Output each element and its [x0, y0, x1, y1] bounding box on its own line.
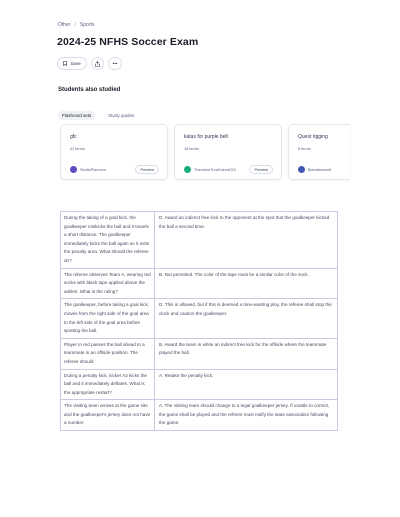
related-sets-carousel — [60, 124, 350, 180]
breadcrumb — [58, 22, 94, 28]
answer-cell: B. Not permitted. The color of the tape must be a similar color of the sock. — [155, 268, 338, 299]
set-author — [298, 166, 331, 173]
page-title: 2024-25 NFHS Soccer Exam — [57, 36, 199, 48]
more-options-icon: ••• — [112, 61, 118, 66]
author-name: StudioPlanners — [80, 167, 106, 172]
answer-cell: A. Retake the penalty kick. — [155, 369, 338, 400]
answer-cell: A. The visiting team should change to a legal goalkeeper jersey. If unable to correct, the game shall be played and the referee must notify the state association following the game. — [155, 400, 338, 431]
set-card[interactable] — [60, 124, 168, 180]
share-icon — [95, 61, 100, 67]
answer-cell: D. Award an indirect free kick to the opponent at the spot that the goalkeeper kicked the ball a second time. — [155, 212, 338, 269]
study-tabs — [58, 111, 138, 120]
question-cell: Player in red passes the ball ahead to a teammate in an offside position. The referee should — [61, 338, 155, 369]
save-button[interactable] — [57, 57, 87, 70]
set-title: gfc — [70, 134, 77, 140]
avatar — [184, 166, 191, 173]
table-row — [61, 369, 338, 400]
set-author — [70, 166, 106, 173]
breadcrumb-item-sports[interactable]: Sports — [79, 22, 95, 28]
avatar — [298, 166, 305, 173]
term-count: 15 terms — [184, 147, 199, 151]
table-row — [61, 212, 338, 269]
question-cell: The referee observes Team A, wearing red socks with black tape applied above the ankles. What is the ruling? — [61, 268, 155, 299]
term-count: 41 terms — [70, 147, 85, 151]
question-cell: The visiting team arrives at the game site and the goalkeeper's jersey does not have a number. — [61, 400, 155, 431]
answer-cell: B. Award the team in white an indirect free kick for the offside where the teammate played the ball. — [155, 338, 338, 369]
preview-button[interactable]: Preview — [249, 165, 273, 174]
set-title: Quest rigging — [298, 134, 328, 140]
save-label: Save — [70, 61, 81, 66]
section-heading: Students also studied — [58, 87, 121, 93]
table-row — [61, 338, 338, 369]
set-title: katas for purple belt — [184, 134, 228, 140]
term-count: 8 terms — [298, 147, 311, 151]
preview-button[interactable]: Preview — [135, 165, 159, 174]
more-options-button[interactable] — [108, 57, 122, 70]
tab-study-guides[interactable]: Study guides — [108, 113, 135, 118]
question-cell: The goalkeeper, before taking a goal kick, moves from the right side of the goal area to the left side of the goal area before spotting the ball. — [61, 299, 155, 338]
table-row — [61, 299, 338, 338]
question-answer-table — [60, 211, 338, 431]
question-cell: During a penalty kick, kicker A2 kicks the ball and it immediately deflates. What is the appropriate restart? — [61, 369, 155, 400]
set-card[interactable] — [174, 124, 282, 180]
set-card[interactable] — [288, 124, 350, 180]
breadcrumb-item-other[interactable]: Other — [58, 22, 71, 28]
bookmark-icon — [63, 61, 67, 66]
answer-cell: D. This is allowed, but if this is deemed a time-wasting ploy, the referee shall stop the clock and caution the goalkeeper. — [155, 299, 338, 338]
breadcrumb-separator: / — [74, 22, 76, 28]
table-row — [61, 268, 338, 299]
tab-flashcard-sets[interactable]: Flashcard sets — [58, 111, 95, 120]
action-bar — [57, 57, 122, 70]
question-cell: During the taking of a goal kick, the goalkeeper miskicks the ball and it travels a short distance. The goalkeeper immediately kicks the ball again so it exits the penalty area. What should the referee do? — [61, 212, 155, 269]
set-author — [184, 166, 236, 173]
share-button[interactable] — [91, 57, 104, 70]
avatar — [70, 166, 77, 173]
author-name: TheodoreTuraSoinez024 — [194, 167, 236, 172]
table-row — [61, 400, 338, 431]
author-name: Blandlanesoft — [308, 167, 332, 172]
